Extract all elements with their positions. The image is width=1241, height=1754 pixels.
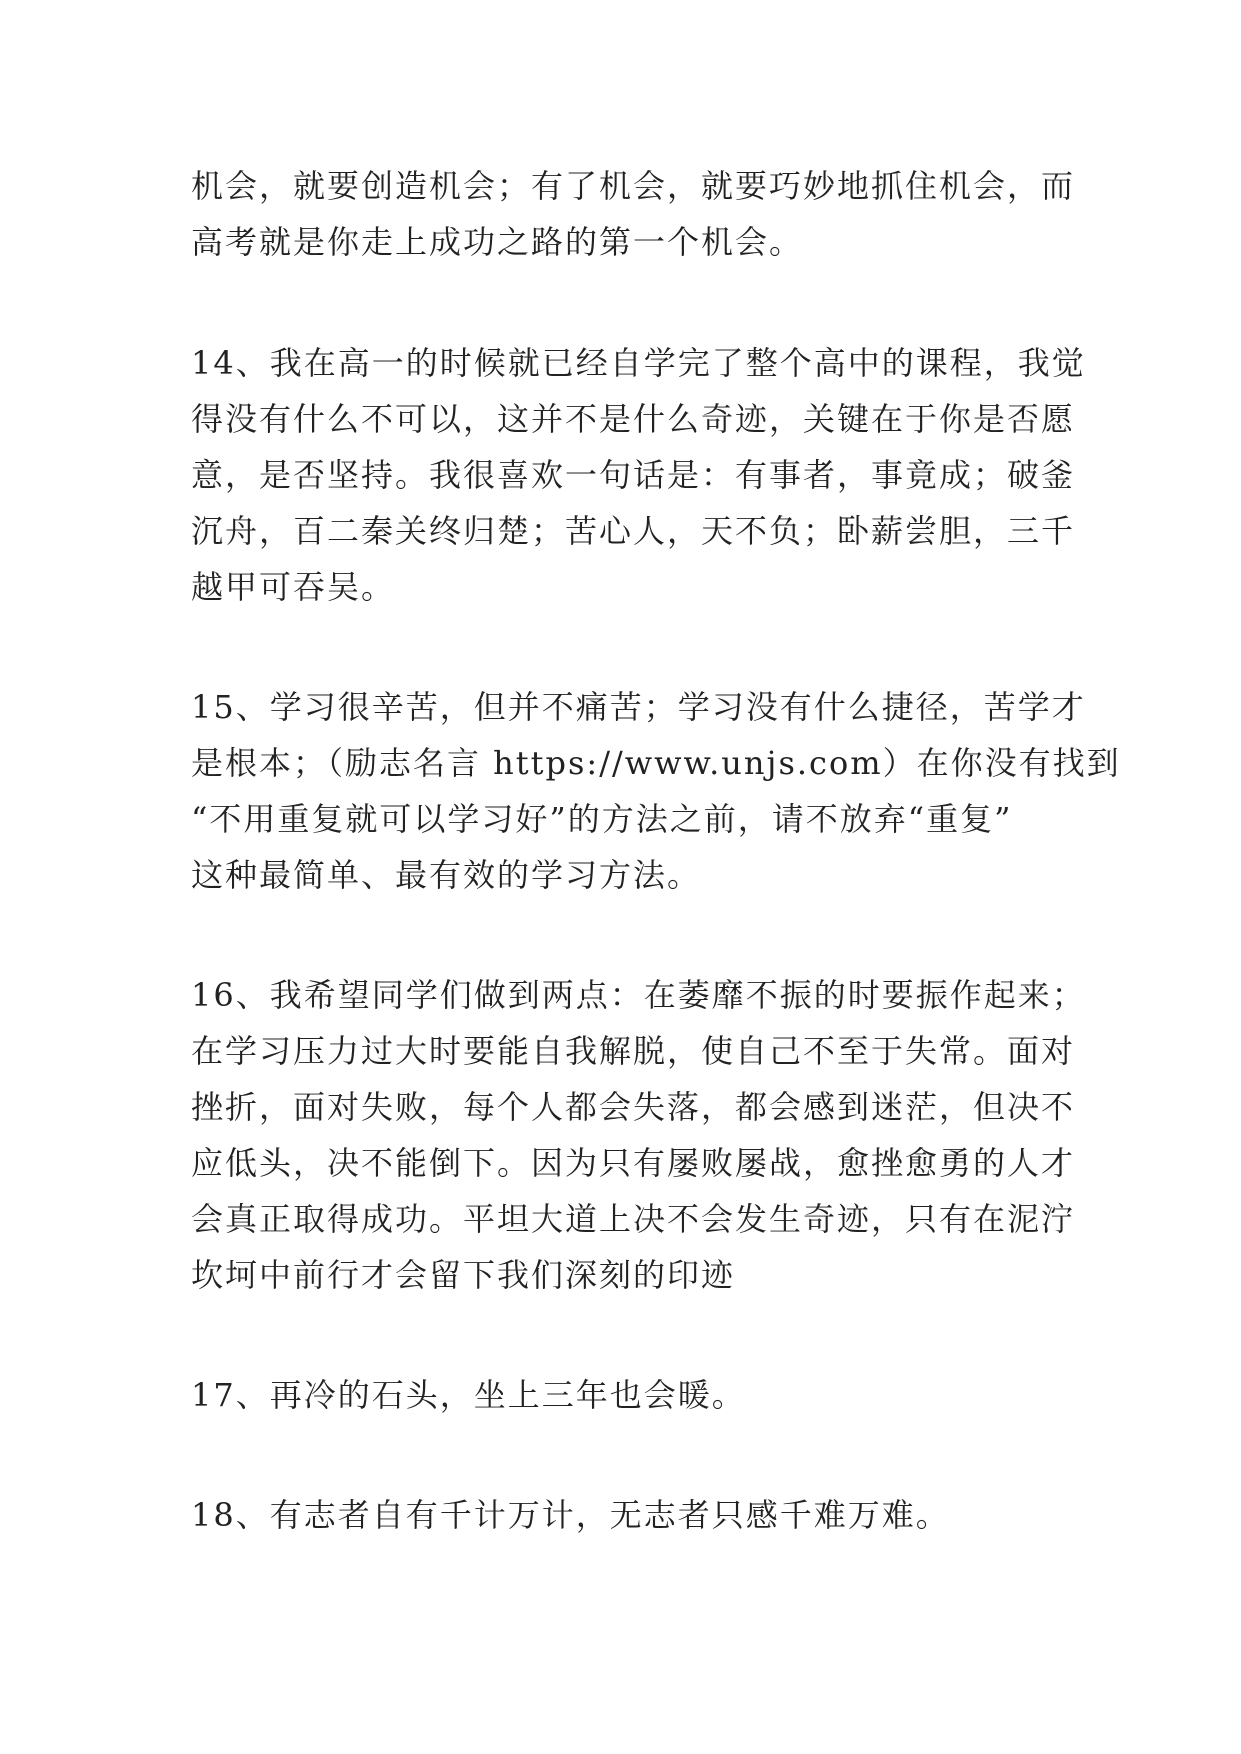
- text-line: 越甲可吞吴。: [191, 568, 396, 606]
- text-line: 得没有什么不可以，这并不是什么奇迹，关键在于你是否愿: [191, 400, 1076, 438]
- text-line: “不用重复就可以学习好”的方法之前，请不放弃“重复”: [191, 800, 1013, 838]
- text-line: 是根本；（励志名言 https://www.unjs.com）在你没有找到: [191, 744, 1121, 782]
- text-line: 18、有志者自有千计万计，无志者只感千难万难。: [191, 1496, 950, 1534]
- text-line: 16、我希望同学们做到两点：在萎靡不振的时要振作起来；: [191, 976, 1086, 1014]
- text-line: 机会，就要创造机会；有了机会，就要巧妙地抓住机会，而: [191, 167, 1076, 205]
- text-line: 会真正取得成功。平坦大道上决不会发生奇迹，只有在泥泞: [191, 1200, 1076, 1238]
- text-line: 这种最简单、最有效的学习方法。: [191, 856, 702, 894]
- text-line: 坎坷中前行才会留下我们深刻的印迹: [191, 1256, 736, 1294]
- text-line: 17、再冷的石头，坐上三年也会暖。: [191, 1376, 746, 1414]
- text-line: 15、学习很辛苦，但并不痛苦；学习没有什么捷径，苦学才: [191, 688, 1086, 726]
- text-line: 高考就是你走上成功之路的第一个机会。: [191, 223, 804, 261]
- text-line: 应低头，决不能倒下。因为只有屡败屡战，愈挫愈勇的人才: [191, 1144, 1076, 1182]
- text-line: 在学习压力过大时要能自我解脱，使自己不至于失常。面对: [191, 1032, 1076, 1070]
- text-line: 沉舟，百二秦关终归楚；苦心人，天不负；卧薪尝胆，三千: [191, 512, 1076, 550]
- text-line: 14、我在高一的时候就已经自学完了整个高中的课程，我觉: [191, 344, 1086, 382]
- text-line: 意，是否坚持。我很喜欢一句话是：有事者，事竟成；破釜: [191, 456, 1076, 494]
- text-line: 挫折，面对失败，每个人都会失落，都会感到迷茫，但决不: [191, 1088, 1076, 1126]
